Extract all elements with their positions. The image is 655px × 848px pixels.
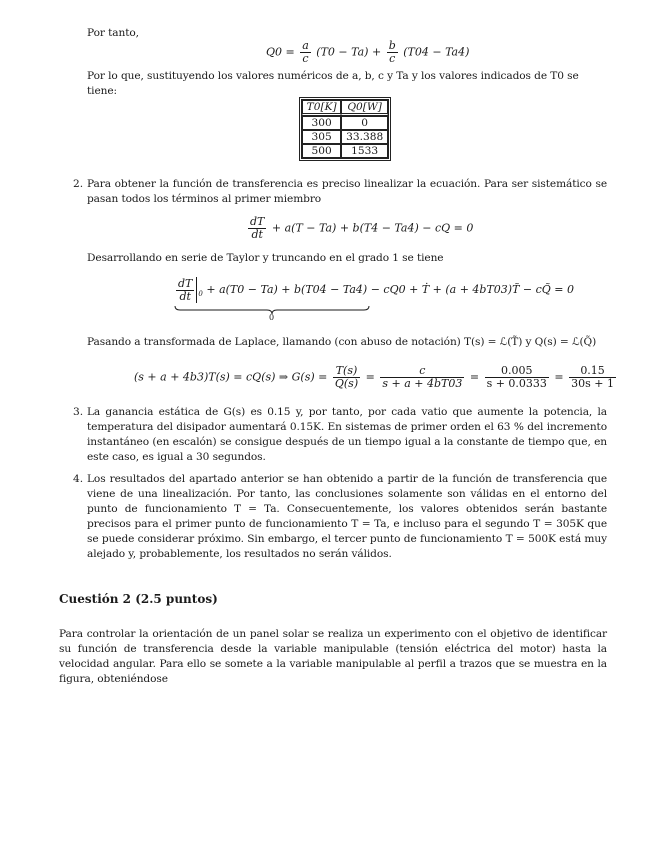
eq-q0-lhs: Q0 =: [266, 45, 295, 59]
equation-nonlinear: [246, 216, 473, 241]
item-4-text: Los resultados del apartado anterior se han obtenido a partir de la función de transferencia que viene de una linealización. Por tanto, las conclusiones solamente son válidas en el entorno del punto de funcionamiento T = Ta. Consecuentemente, los valores obtenidos serán bastante precisos para el primer punto de funcionamiento T = Ta, e incluso para el segundo T = 305K que se puede considerar próximo. Sin embargo, el tercer punto de funcionamiento T = 500K está muy alejado y, probablemente, los resultados no serán válidos.: [87, 473, 607, 560]
results-table: [299, 97, 391, 161]
table-cell: 300: [302, 116, 341, 130]
table-cell: 33.388: [341, 130, 388, 144]
equation-taylor: [174, 277, 574, 303]
substitution-text: Por lo que, sustituyendo los valores numéricos de a, b, c y Ta y los valores indicados de T0 se tiene:: [87, 70, 579, 97]
item-number-2: 2.: [73, 178, 84, 190]
eq-taylor-rest: + a(T0 − Ta) + b(T04 − Ta4) − cQ0 + Ṫ + (a + 4bT03)T̃ − cQ̃ = 0: [206, 283, 575, 296]
item-number-3: 3.: [73, 406, 84, 418]
frac-b-c: $\frac{b}{c}$: [388, 39, 396, 65]
frac-numeric-2: $\frac{0.15}{30s + 1}$: [571, 364, 614, 390]
eq-q0-term2: (T04 − Ta4): [403, 45, 470, 59]
item-2-text: Para obtener la función de transferencia es preciso linealizar la ecuación. Para ser sistemático se pasan todos los términos al primer miembro: [87, 178, 607, 205]
frac-c-denominator: $\frac{c}{s + a + 4bT03}$: [382, 364, 463, 390]
frac-dT-dt-0: $\frac{dT}{dt}$: [178, 276, 193, 303]
eval-subscript: 0: [198, 290, 203, 299]
item-number-4: 4.: [73, 473, 84, 485]
table-row: [302, 116, 388, 130]
item-3-text: La ganancia estática de G(s) es 0.15 y, por tanto, por cada vatio que aumente la potencia, la temperatura del disipador aumentará 0.15K. En sistemas de primer orden el 63 % del incremento instantáneo (en escalón) se consigue después de un tiempo igual a la constante de tiempo que, en este caso, es igual a 30 segundos.: [87, 406, 607, 463]
frac-numeric-1: $\frac{0.005}{s + 0.0333}$: [486, 364, 547, 390]
table-cell: 1533: [341, 144, 388, 158]
laplace-text: Pasando a transformada de Laplace, llamando (con abuso de notación) T(s) = ℒ(T̃) y Q(s) = ℒ(Q̃): [87, 336, 597, 348]
intro-text: Por tanto,: [87, 27, 139, 39]
table-header-q0: Q0[W]: [341, 100, 388, 116]
underbrace-label: 0: [269, 313, 275, 322]
table-cell: 500: [302, 144, 341, 158]
table-row: [302, 130, 388, 144]
frac-dT-dt: $\frac{dT}{dt}$: [250, 215, 265, 241]
eq-q0-term1: (T0 − Ta) +: [316, 45, 382, 59]
question-2-text: Para controlar la orientación de un panel solar se realiza un experimento con el objetivo de identificar su función de transferencia desde la variable manipulable (tensión eléctrica del motor) hasta la velocidad angular. Para ello se somete a la variable manipulable al perfil a trazos que se muestra en la figura, obteniéndose: [59, 628, 607, 685]
table-header-t0: T0[K]: [302, 100, 341, 116]
table-cell: 305: [302, 130, 341, 144]
eq-transfer-lhs: (s + a + 4b3)T(s) = cQ(s) ⇒ G(s) =: [134, 370, 328, 384]
table-header-row: [302, 100, 388, 116]
eq-nonlinear-rest: + a(T − Ta) + b(T4 − Ta4) − cQ = 0: [271, 221, 474, 235]
table-cell: 0: [341, 116, 388, 130]
equation-transfer: (s + a + 4b3)T(s) = cQ(s) ⇒ G(s) = $\frac{T(s)}{Q(s)}$ = $\frac{c}{s + a + 4bT03}$ = $\frac{0.005}{s + 0.0333}$ = $\frac{0.15}{30s + 1}$: [134, 364, 614, 390]
taylor-text: Desarrollando en serie de Taylor y truncando en el grado 1 se tiene: [87, 252, 444, 264]
frac-ts-qs: $\frac{T(s)}{Q(s)}$: [334, 364, 359, 390]
table-row: [302, 144, 388, 158]
frac-a-c: $\frac{a}{c}$: [302, 39, 309, 65]
equation-q0: [266, 40, 469, 65]
section-heading: Cuestión 2 (2.5 puntos): [59, 592, 218, 606]
